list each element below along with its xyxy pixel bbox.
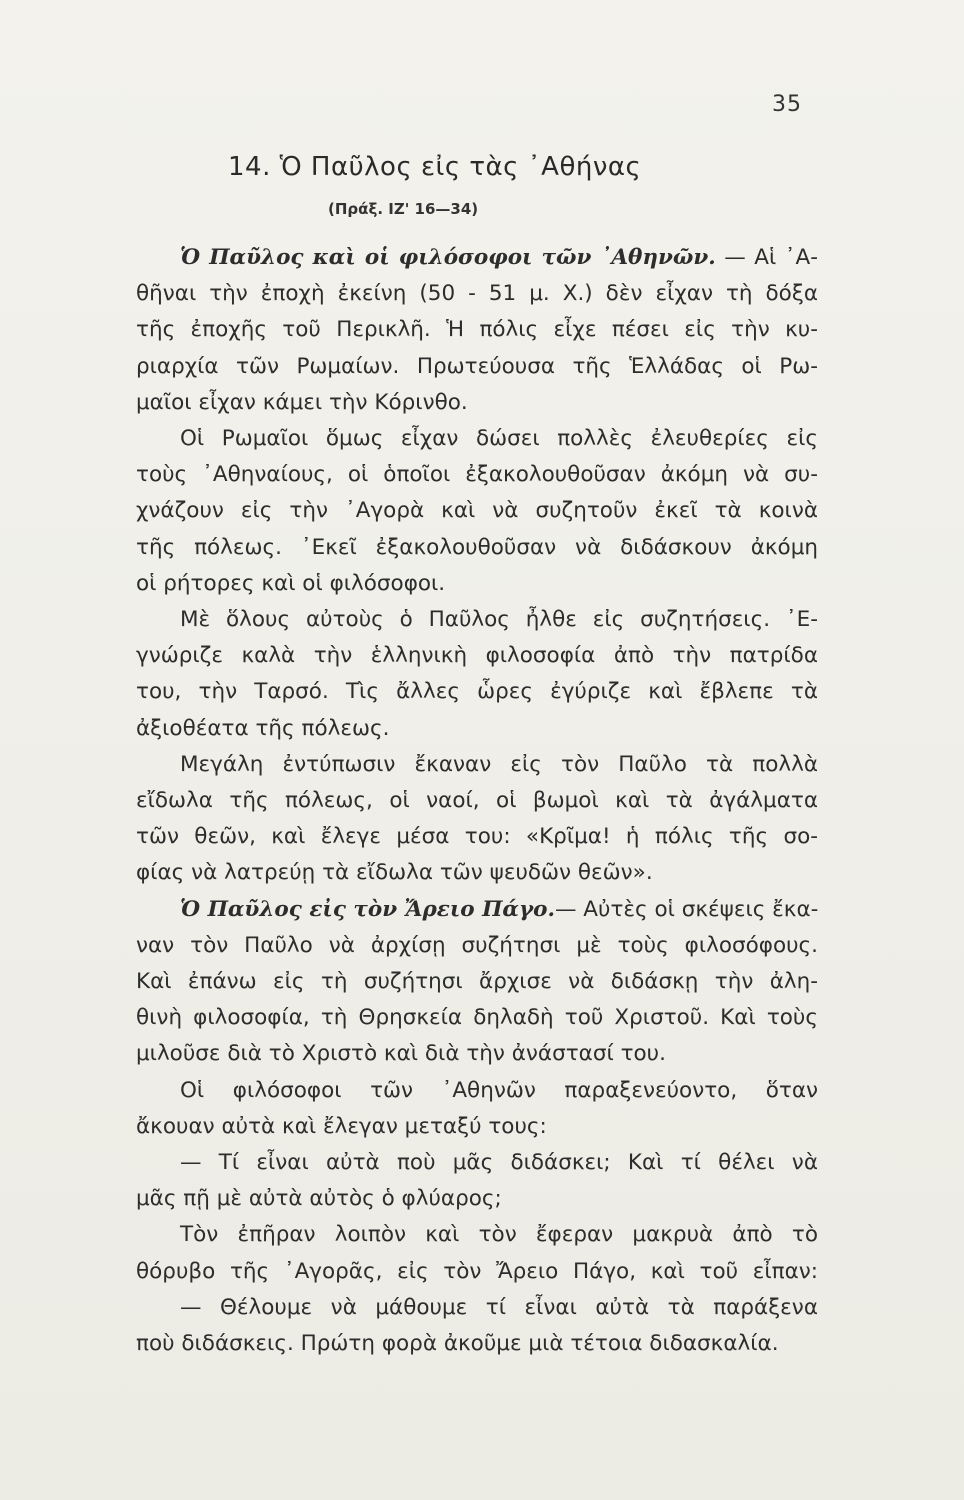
section-heading: Ὁ Παῦλος εἰς τὸν Ἄρειο Πάγο. <box>180 896 555 922</box>
text-line-content: ποὺ διδάσκεις. Πρώτη φορὰ ἀκοῦμε μιὰ τέτοια διδασκαλία. <box>136 1331 779 1357</box>
text-line-content: θινὴ φιλοσοφία, τὴ Θρησκεία δηλαδὴ τοῦ Χριστοῦ. Καὶ τοὺς <box>136 1005 818 1031</box>
text-line-content: μᾶς πῇ μὲ αὐτὰ αὐτὸς ὁ φλύαρος; <box>136 1186 502 1212</box>
text-line-content: φίας νὰ λατρεύῃ τὰ εἴδωλα τῶν ψευδῶν θεῶν». <box>136 860 653 886</box>
text-line <box>136 421 818 457</box>
text-line-content: Οἱ φιλόσοφοι τῶν ᾿Αθηνῶν παραξενεύοντο, ὅταν <box>180 1077 818 1103</box>
text-line <box>136 566 818 602</box>
text-line-content: εἴδωλα τῆς πόλεως, οἱ ναοί, οἱ βωμοὶ καὶ τὰ ἀγάλματα <box>136 788 818 814</box>
text-line <box>136 1145 818 1181</box>
text-line <box>136 1290 818 1326</box>
text-line <box>136 855 818 891</box>
text-line-content: ριαρχία τῶν Ρωμαίων. Πρωτεύουσα τῆς Ἑλλάδας οἱ Ρω- <box>136 353 818 379</box>
text-line-content: τῆς πόλεως. ᾿Εκεῖ ἐξακολουθοῦσαν νὰ διδάσκουν ἀκόμη <box>136 534 818 560</box>
text-line <box>136 530 818 566</box>
text-line <box>136 1109 818 1145</box>
text-line-content: Καὶ ἐπάνω εἰς τὴ συζήτησι ἄρχισε νὰ διδάσκῃ τὴν ἀλη- <box>136 969 818 995</box>
text-line <box>136 1254 818 1290</box>
text-line-continuation: — Αὐτὲς οἱ σκέψεις ἔκα- <box>554 896 819 922</box>
chapter-title: 14. Ὁ Παῦλος εἰς τὰς ᾿Αθήνας <box>228 152 642 182</box>
text-line-content: οἱ ρήτορες καὶ οἱ φιλόσοφοι. <box>136 570 446 596</box>
text-line <box>136 349 818 385</box>
text-line <box>136 711 818 747</box>
text-line <box>136 1326 818 1362</box>
text-line-content: Μεγάλη ἐντύπωσιν ἔκαναν εἰς τὸν Παῦλο τὰ πολλὰ <box>180 751 818 777</box>
body-text <box>136 240 818 1362</box>
text-line-content: Μὲ ὅλους αὐτοὺς ὁ Παῦλος ἦλθε εἰς συζητήσεις. ᾿Ε- <box>180 607 818 633</box>
text-line-content: ἀξιοθέατα τῆς πόλεως. <box>136 715 390 741</box>
text-line <box>136 385 818 421</box>
text-line-content: τῶν θεῶν, καὶ ἔλεγε μέσα του: «Κρῖμα! ἡ πόλις τῆς σο- <box>136 824 818 850</box>
text-line <box>136 240 818 276</box>
text-line-content: γνώριζε καλὰ τὴν ἑλληνικὴ φιλοσοφία ἀπὸ τὴν πατρίδα <box>136 643 818 669</box>
text-line <box>136 638 818 674</box>
text-line-content: χνάζουν εἰς τὴν ᾿Αγορὰ καὶ νὰ συζητοῦν ἐκεῖ τὰ κοινὰ <box>136 498 818 524</box>
text-line-content: τοὺς ᾿Αθηναίους, οἱ ὁποῖοι ἐξακολουθοῦσαν ἀκόμη νὰ συ- <box>136 462 818 488</box>
text-line <box>136 602 818 638</box>
text-line-content: ἄκουαν αὐτὰ καὶ ἔλεγαν μεταξύ τους: <box>136 1113 547 1139</box>
text-line-content: Οἱ Ρωμαῖοι ὅμως εἶχαν δώσει πολλὲς ἐλευθερίες εἰς <box>180 426 818 452</box>
text-line-content: του, τὴν Ταρσό. Τὶς ἄλλες ὧρες ἐγύριζε καὶ ἔβλεπε τὰ <box>136 679 818 705</box>
chapter-reference: (Πράξ. ΙΖ' 16—34) <box>328 200 479 218</box>
text-line <box>136 1181 818 1217</box>
text-line <box>136 1217 818 1253</box>
text-line-content: ναν τὸν Παῦλο νὰ ἀρχίσῃ συζήτησι μὲ τοὺς φιλοσόφους. <box>136 932 818 958</box>
section-heading: Ὁ Παῦλος καὶ οἱ φιλόσοφοι τῶν ᾿Αθηνῶν. <box>180 245 716 270</box>
page-number: 35 <box>772 92 802 117</box>
text-line <box>136 674 818 710</box>
text-line <box>136 819 818 855</box>
text-line <box>136 312 818 348</box>
text-line-continuation: — Αἱ ᾿Α- <box>715 245 818 270</box>
text-line-content: τῆς ἐποχῆς τοῦ Περικλῆ. Ἡ πόλις εἶχε πέσει εἰς τὴν κυ- <box>136 317 818 343</box>
text-line <box>136 457 818 493</box>
text-line <box>136 1036 818 1072</box>
text-line <box>136 493 818 529</box>
text-line-content: θόρυβο τῆς ᾿Αγορᾶς, εἰς τὸν Ἄρειο Πάγο, καὶ τοῦ εἶπαν: <box>136 1258 818 1284</box>
text-line-content: μιλοῦσε διὰ τὸ Χριστὸ καὶ διὰ τὴν ἀνάστασί του. <box>136 1041 666 1067</box>
text-line-content: — Τί εἶναι αὐτὰ ποὺ μᾶς διδάσκει; Καὶ τί θέλει νὰ <box>180 1150 818 1176</box>
text-line <box>136 892 818 928</box>
text-line <box>136 747 818 783</box>
text-line <box>136 1000 818 1036</box>
text-line-content: — Θέλουμε νὰ μάθουμε τί εἶναι αὐτὰ τὰ παράξενα <box>180 1294 818 1320</box>
text-line <box>136 964 818 1000</box>
text-line-content: θῆναι τὴν ἐποχὴ ἐκείνη (50 - 51 μ. Χ.) δὲν εἶχαν τὴ δόξα <box>136 281 818 307</box>
text-line-content: Τὸν ἐπῆραν λοιπὸν καὶ τὸν ἔφεραν μακρυὰ ἀπὸ τὸ <box>180 1222 818 1248</box>
text-line <box>136 928 818 964</box>
text-line <box>136 783 818 819</box>
text-line-content: μαῖοι εἶχαν κάμει τὴν Κόρινθο. <box>136 389 468 415</box>
text-line <box>136 1073 818 1109</box>
text-line <box>136 276 818 312</box>
